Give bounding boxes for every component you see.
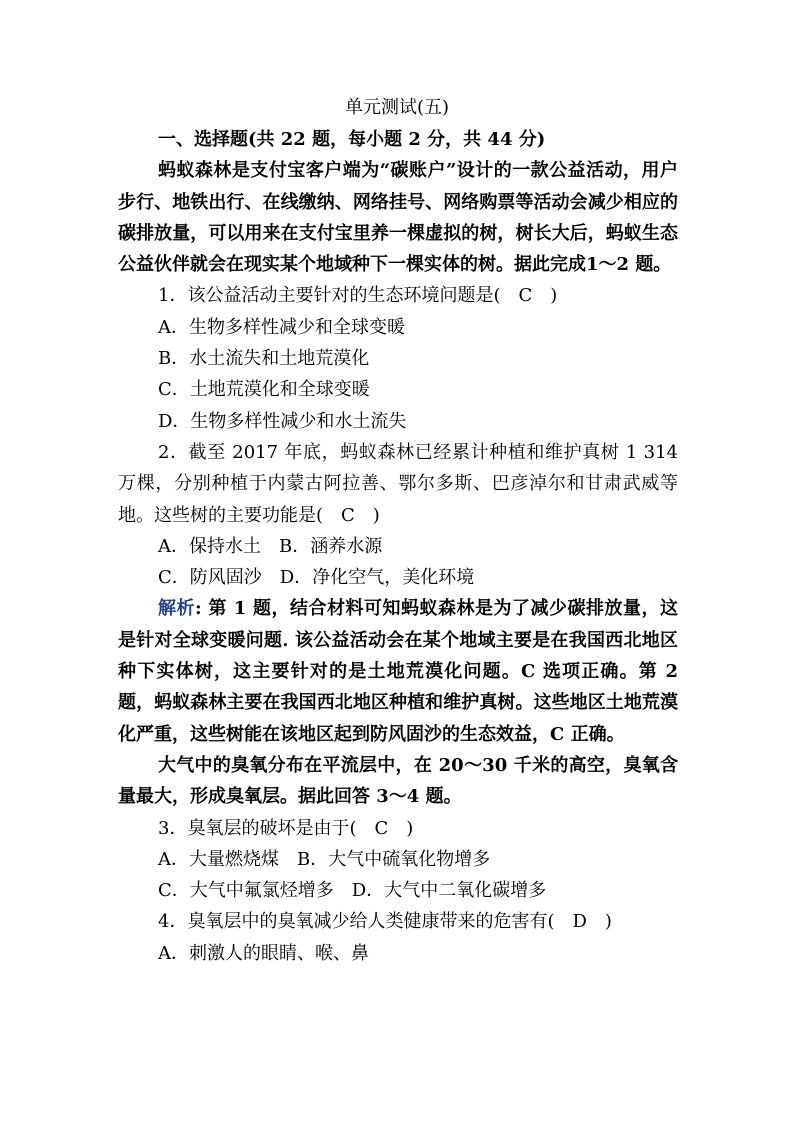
question-3-options-cd: C．大气中氟氯烃增多 D．大气中二氧化碳增多 (158, 880, 547, 902)
exam-content (118, 124, 678, 969)
section-heading: 一、选择题(共 22 题，每小题 2 分，共 44 分) (158, 129, 546, 150)
analysis-text: : 第 1 题，结合材料可知蚂蚁森林是为了减少碳排放量，这是针对全球变暖问题. 该公益活动会在某个地域主要是在我国西北地区种下实体树，这主要针对的是土地荒漠化问题。C 选项正确。第 2 题，蚂蚁森林主要在我国西北地区种植和维护真树。这些地区土地荒漠化严重，这些树能在该地区起到防风固沙的生态效益，C 正确。 (118, 598, 679, 745)
question-4-option-a: A．刺激人的眼睛、喉、鼻 (158, 942, 369, 964)
question-1-option-b: B．水土流失和土地荒漠化 (158, 348, 370, 370)
question-3-stem: 3．臭氧层的破坏是由于( C ) (158, 817, 414, 839)
question-2-options-ab: A．保持水土 B．涵养水源 (158, 535, 383, 557)
question-3-options-ab: A．大量燃烧煤 B．大气中硫氧化物增多 (158, 848, 491, 870)
question-1-option-d: D．生物多样性减少和水土流失 (158, 410, 407, 432)
analysis-paragraph (118, 593, 678, 749)
question-1-option-a: A．生物多样性减少和全球变暖 (158, 316, 405, 338)
material-paragraph-1: 蚂蚁森林是支付宝客户端为“碳账户”设计的一款公益活动，用户步行、地铁出行、在线缴纳、网络挂号、网络购票等活动会减少相应的碳排放量，可以用来在支付宝里养一棵虚拟的树，树长大后，蚂蚁生态公益伙伴就会在现实某个地域种下一棵实体的树。据此完成1～2 题。 (118, 160, 678, 276)
question-1-stem: 1．该公益活动主要针对的生态环境问题是( C ) (158, 285, 558, 307)
question-4-stem: 4．臭氧层中的臭氧减少给人类健康带来的危害有( D ) (158, 911, 612, 933)
analysis-label: 解析 (158, 598, 196, 620)
page-title: 单元测试(五) (344, 97, 450, 118)
question-1-option-c: C．土地荒漠化和全球变暖 (158, 379, 370, 401)
question-2-stem: 2．截至 2017 年底，蚂蚁森林已经累计种植和维护真树 1 314 万棵，分别种植于内蒙古阿拉善、鄂尔多斯、巴彦淖尔和甘肃武威等地。这些树的主要功能是( C ) (118, 441, 678, 526)
question-2-options-cd: C．防风固沙 D．净化空气，美化环境 (158, 567, 475, 589)
material-paragraph-2: 大气中的臭氧分布在平流层中，在 20～30 千米的高空，臭氧含量最大，形成臭氧层。据此回答 3～4 题。 (118, 754, 678, 808)
